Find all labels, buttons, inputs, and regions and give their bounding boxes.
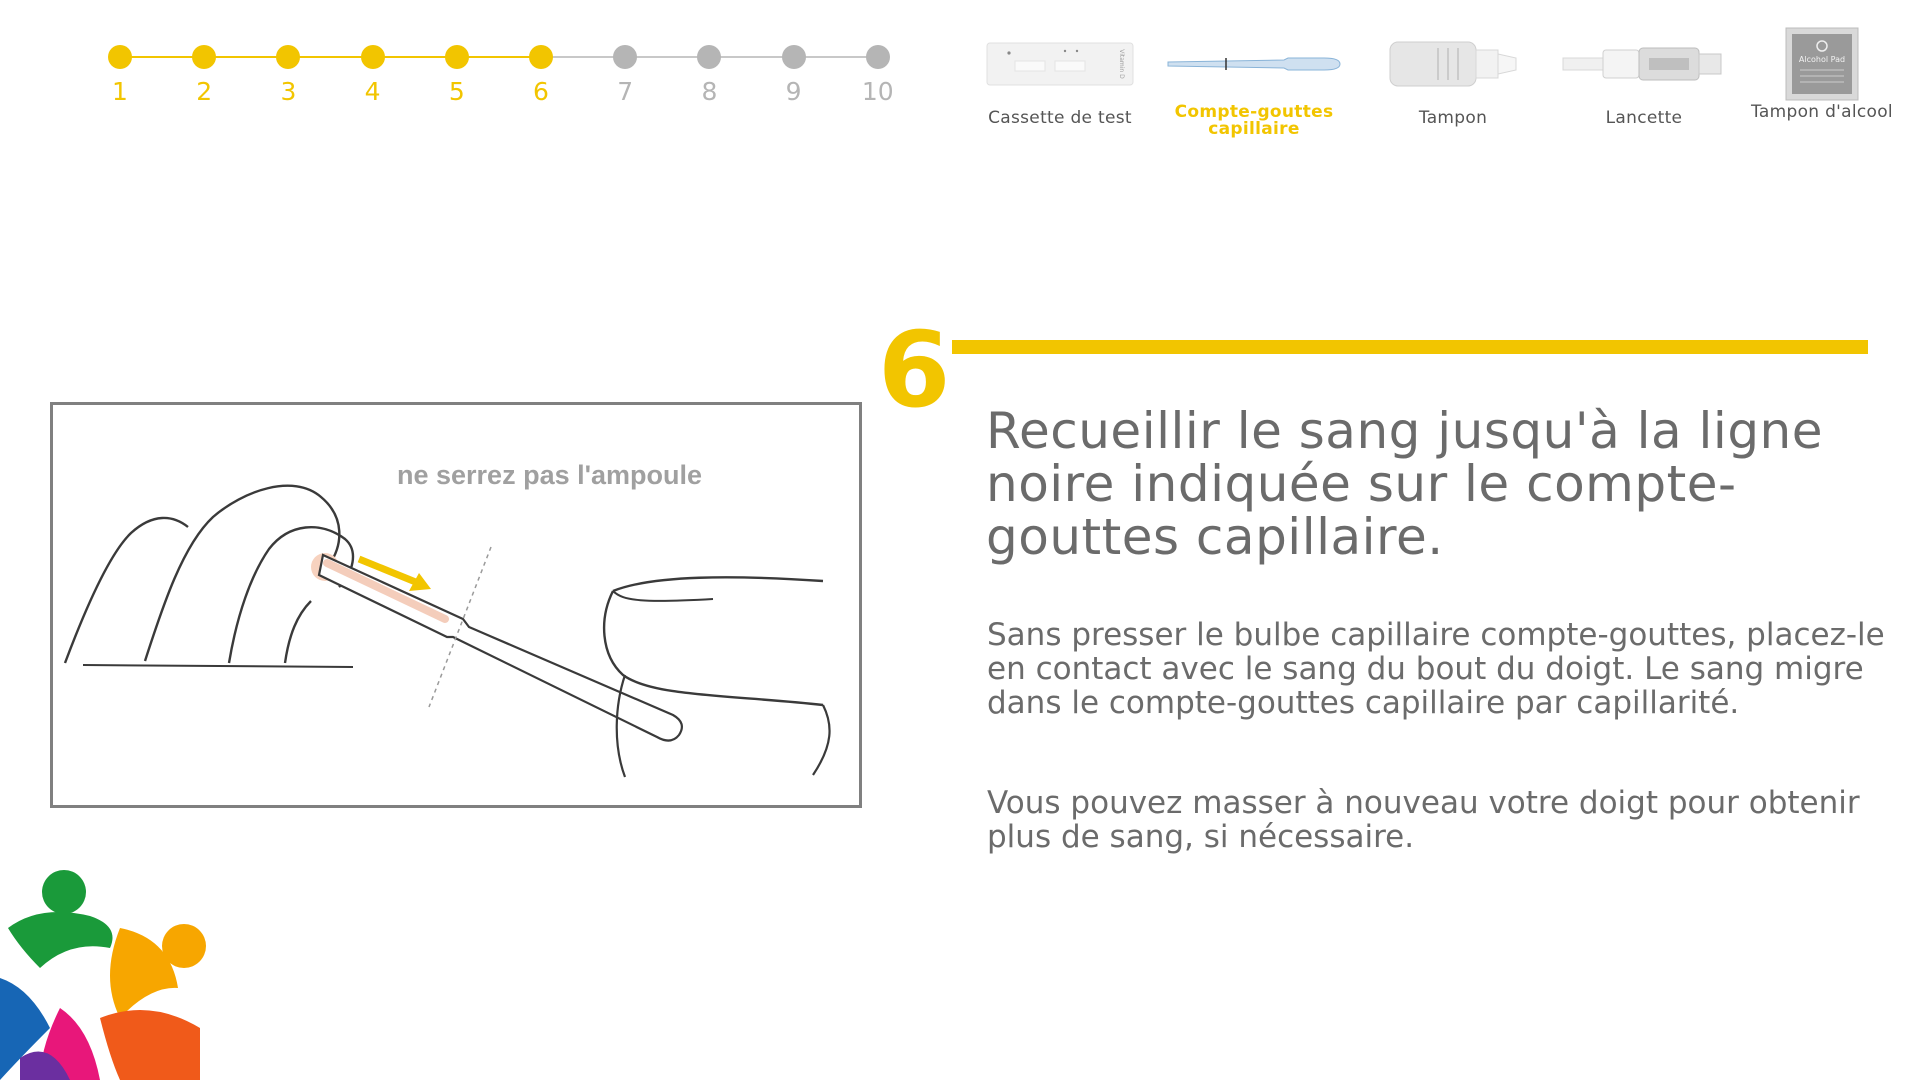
step-label: 4: [364, 77, 381, 106]
step-1: [90, 36, 150, 106]
step-4: [343, 36, 403, 106]
step-6: [511, 36, 571, 106]
step-dot-complete: [361, 45, 385, 69]
step-title: Recueillir le sang jusqu'à la ligne noire indiquée sur le compte-gouttes capillaire.: [986, 402, 1824, 566]
material-capillary-dropper: [1159, 18, 1349, 138]
buffer-bottle-icon: [1378, 34, 1528, 94]
step-dot-pending: [613, 45, 637, 69]
step-number: 6: [878, 309, 951, 431]
step-label: 1: [112, 77, 128, 106]
material-lancet: [1549, 18, 1739, 127]
step-label: 3: [280, 77, 297, 106]
step-dot-complete: [276, 45, 300, 69]
step-label: 2: [196, 77, 213, 106]
step-label: 9: [785, 77, 802, 106]
test-cassette-icon: [985, 39, 1135, 89]
material-label-active: Compte-gouttes capillaire: [1174, 102, 1334, 139]
step-9: [764, 36, 824, 106]
capillary-dropper-icon: [1164, 44, 1344, 84]
illustration-frame: [50, 402, 862, 808]
material-label: Cassette de test: [988, 108, 1132, 128]
step-dot-pending: [697, 45, 721, 69]
step-label: 8: [701, 77, 718, 106]
step-3: [258, 36, 318, 106]
step-dot-complete: [445, 45, 469, 69]
step-dot-complete: [108, 45, 132, 69]
step-10: [848, 36, 908, 106]
step-5: [427, 36, 487, 106]
step-dot-complete: [192, 45, 216, 69]
material-test-cassette: [965, 18, 1155, 127]
step-dot-pending: [782, 45, 806, 69]
step-label: 7: [617, 77, 634, 106]
step-dot-complete: [529, 45, 553, 69]
svg-text:Alcohol Pad: Alcohol Pad: [1798, 55, 1846, 64]
svg-text:Vitamin D: Vitamin D: [1118, 49, 1125, 79]
step-paragraph-2: Vous pouvez masser à nouveau votre doigt pour obtenir plus de sang, si nécessaire.: [987, 785, 1860, 855]
materials-list: [965, 18, 1893, 158]
material-buffer: [1358, 18, 1548, 127]
step-2: [174, 36, 234, 106]
step-7: [595, 36, 655, 106]
material-label: Tampon d'alcool: [1751, 102, 1893, 122]
organization-logo: [0, 868, 215, 1080]
material-alcohol-pad: [1727, 18, 1917, 121]
material-label: Tampon: [1418, 108, 1488, 128]
material-label: Lancette: [1605, 108, 1683, 128]
step-label: 10: [861, 77, 894, 106]
step-paragraph-1: Sans presser le bulbe capillaire compte-gouttes, placez-le en contact avec le sang du bout du doigt. Le sang migre dans le compte-gouttes capillaire par capillarité.: [987, 617, 1885, 721]
warning-label: ne serrez pas l'ampoule: [397, 460, 703, 490]
progress-stepper: [100, 36, 894, 116]
lancet-icon: [1559, 34, 1729, 94]
step-label: 6: [533, 77, 549, 106]
alcohol-pad-icon: [1782, 24, 1862, 104]
step-8: [679, 36, 739, 106]
step-header-bar: [952, 340, 1868, 354]
step-dot-pending: [866, 45, 890, 69]
step-label: 5: [448, 77, 465, 106]
